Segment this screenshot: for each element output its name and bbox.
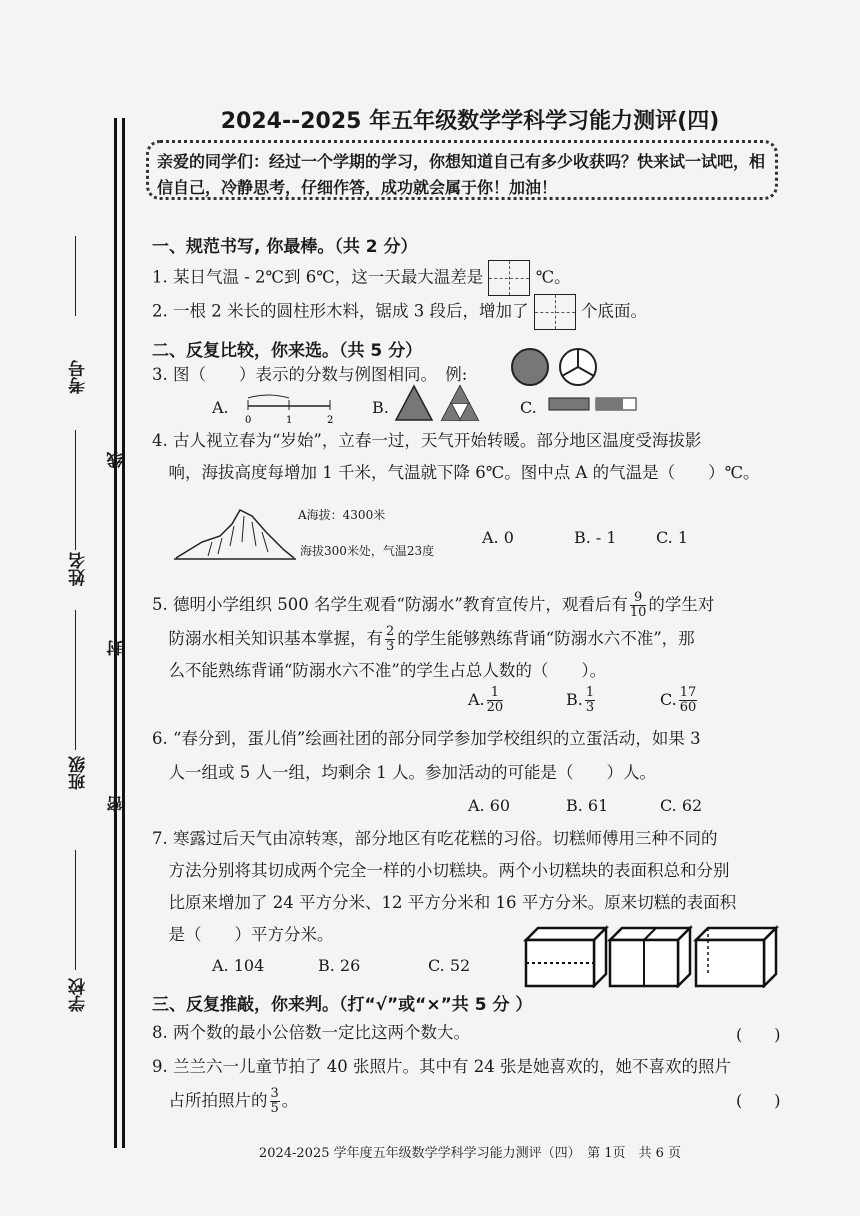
q2-unit: 个底面。: [580, 301, 647, 321]
answer-paren[interactable]: ( ): [736, 1025, 781, 1044]
denominator: 10: [629, 605, 647, 620]
q2-text: 2. 一根 2 米长的圆柱形木料，锯成 3 段后，增加了: [152, 301, 529, 321]
number-line-figure: [240, 392, 340, 426]
q4-option-b: B. - 1: [574, 528, 617, 547]
section-1-heading: 一、规范书写, 你最棒。（共 2 分）: [152, 237, 418, 257]
numerator: 2: [386, 624, 395, 639]
q5-text: 防溺水相关知识基本掌握，有: [152, 629, 383, 648]
kaohao-label: 考号: [69, 360, 89, 394]
q3-option-a: A.: [212, 398, 229, 417]
q7-option-c: C. 52: [428, 956, 471, 975]
class-label: 班级: [69, 756, 89, 790]
question-6-line-1: 6. “春分到，蛋儿俏”绘画社团的部分同学参加学校组织的立蛋活动，如果 3: [152, 729, 701, 748]
q5-text: 的学生能够熟练背诵“防溺水六不准”，那: [397, 629, 695, 648]
denominator: 60: [679, 700, 697, 715]
answer-paren[interactable]: ( ): [736, 1091, 781, 1110]
answer-box[interactable]: [488, 260, 530, 296]
q5-option-b: [566, 686, 597, 715]
question-5-line-3: 么不能熟练背诵“防溺水六不准”的学生占总人数的（ ）。: [152, 661, 607, 680]
numerator: 3: [270, 1086, 279, 1101]
q5-option-a: [468, 686, 505, 715]
numerator: 9: [630, 591, 647, 606]
q6-option-c: C. 62: [660, 796, 703, 815]
denominator: 3: [585, 700, 595, 715]
q3-option-b: B.: [372, 398, 389, 417]
binding-line: [122, 118, 125, 1148]
numerator: 1: [585, 685, 595, 700]
cake-blocks-figure: [522, 922, 786, 988]
binding-line: [114, 118, 117, 1148]
question-9-line-2: [152, 1084, 792, 1117]
numerator: 1: [487, 686, 504, 701]
denominator: 3: [386, 639, 395, 654]
school-label: 学校: [69, 978, 89, 1012]
school-line: [75, 850, 76, 970]
q1-unit: ℃。: [535, 267, 571, 287]
question-5-line-1: [152, 588, 792, 621]
q4-option-a: A. 0: [482, 528, 514, 547]
tick-label: 1: [286, 415, 293, 426]
peak-label: A海拔：4300米: [298, 508, 386, 522]
answer-box[interactable]: [534, 294, 576, 330]
question-3: 3. 图（ ）表示的分数与例图相同。 例:: [152, 365, 468, 384]
q3-option-c: C.: [520, 398, 537, 417]
feng-label: 封: [106, 640, 125, 656]
option-letter: C.: [660, 690, 677, 709]
section-2-heading: 二、反复比较，你来选。（共 5 分）: [152, 341, 423, 361]
fraction-2-3: [385, 625, 395, 654]
q4-option-c: C. 1: [656, 528, 689, 547]
kaohao-line: [75, 236, 76, 316]
name-line: [75, 430, 76, 550]
question-4-line-1: 4. 古人视立春为“岁始”，立春一过，天气开始转暖。部分地区温度受海拔影: [152, 431, 702, 450]
option-letter: B.: [566, 690, 583, 709]
question-7-line-2: 方法分别将其切成两个完全一样的小切糕块。两个小切糕块的表面积总和分别: [152, 861, 730, 880]
question-8: 8. 两个数的最小公倍数一定比这两个数大。: [152, 1023, 470, 1042]
q1-text: 1. 某日气温 - 2℃到 6℃，这一天最大温差是: [152, 267, 484, 287]
question-9-line-1: 9. 兰兰六一儿童节拍了 40 张照片。其中有 24 张是她喜欢的，她不喜欢的照片: [152, 1057, 731, 1076]
q6-option-a: A. 60: [468, 796, 511, 815]
tick-label: 2: [327, 415, 334, 426]
xian-label: 线: [106, 452, 125, 468]
q5-text: 的学生对: [648, 595, 715, 614]
question-7-line-1: 7. 寒露过后天气由凉转寒，部分地区有吃花糕的习俗。切糕师傅用三种不同的: [152, 829, 718, 848]
q7-option-a: A. 104: [212, 956, 265, 975]
section-3-heading: 三、反复推敲，你来判。（打“√”或“×”共 5 分 ）: [152, 995, 533, 1015]
intro-box: 亲爱的同学们：经过一个学期的学习，你想知道自己有多少收获吗？快来试一试吧，相信自己，冷静思考，仔细作答，成功就会属于你！加油！: [146, 140, 778, 200]
fraction-3-5: [270, 1087, 280, 1116]
question-2: [152, 294, 792, 330]
question-7-line-4: 是（ ）平方分米。: [152, 925, 334, 944]
fraction-9-10: [630, 591, 647, 620]
question-6-line-2: 人一组或 5 人一组，均剩余 1 人。参加活动的可能是（ ）人。: [152, 763, 656, 782]
option-fraction: [679, 686, 698, 715]
mountain-figure: [172, 502, 298, 564]
tick-label: 0: [245, 415, 252, 426]
q9-text: 。: [281, 1091, 299, 1110]
q7-option-b: B. 26: [318, 956, 361, 975]
option-fraction: [585, 686, 595, 715]
option-letter: A.: [468, 690, 485, 709]
base-label: 海拔300米处，气温23度: [300, 544, 435, 558]
option-fraction: [487, 686, 504, 715]
denominator: 20: [486, 700, 504, 715]
numerator: 17: [679, 685, 697, 700]
page-title: 2024--2025 年五年级数学学科学习能力测评(四): [220, 109, 720, 134]
question-1: [152, 260, 792, 296]
q5-text: 5. 德明小学组织 500 名学生观看“防溺水”教育宣传片，观看后有: [152, 595, 628, 614]
name-label: 姓名: [69, 552, 89, 586]
example-circles: [510, 346, 610, 388]
page-footer: 2024-2025 学年度五年级数学学科学习能力测评（四） 第 1页 共 6 页: [258, 1146, 682, 1161]
mi-label: 密: [106, 796, 125, 812]
class-line: [75, 610, 76, 750]
bars-figure: [548, 396, 640, 412]
denominator: 5: [270, 1101, 279, 1116]
q9-text: 占所拍照片的: [152, 1091, 268, 1110]
question-4-line-2: 响，海拔高度每增加 1 千米，气温就下降 6℃。图中点 A 的气温是（ ）℃。: [152, 463, 760, 482]
question-7-line-3: 比原来增加了 24 平方分米、12 平方分米和 16 平方分米。原来切糕的表面积: [152, 893, 737, 912]
question-5-line-2: [152, 622, 792, 655]
triangles-figure: [394, 384, 484, 422]
q5-option-c: [660, 686, 699, 715]
q6-option-b: B. 61: [566, 796, 609, 815]
